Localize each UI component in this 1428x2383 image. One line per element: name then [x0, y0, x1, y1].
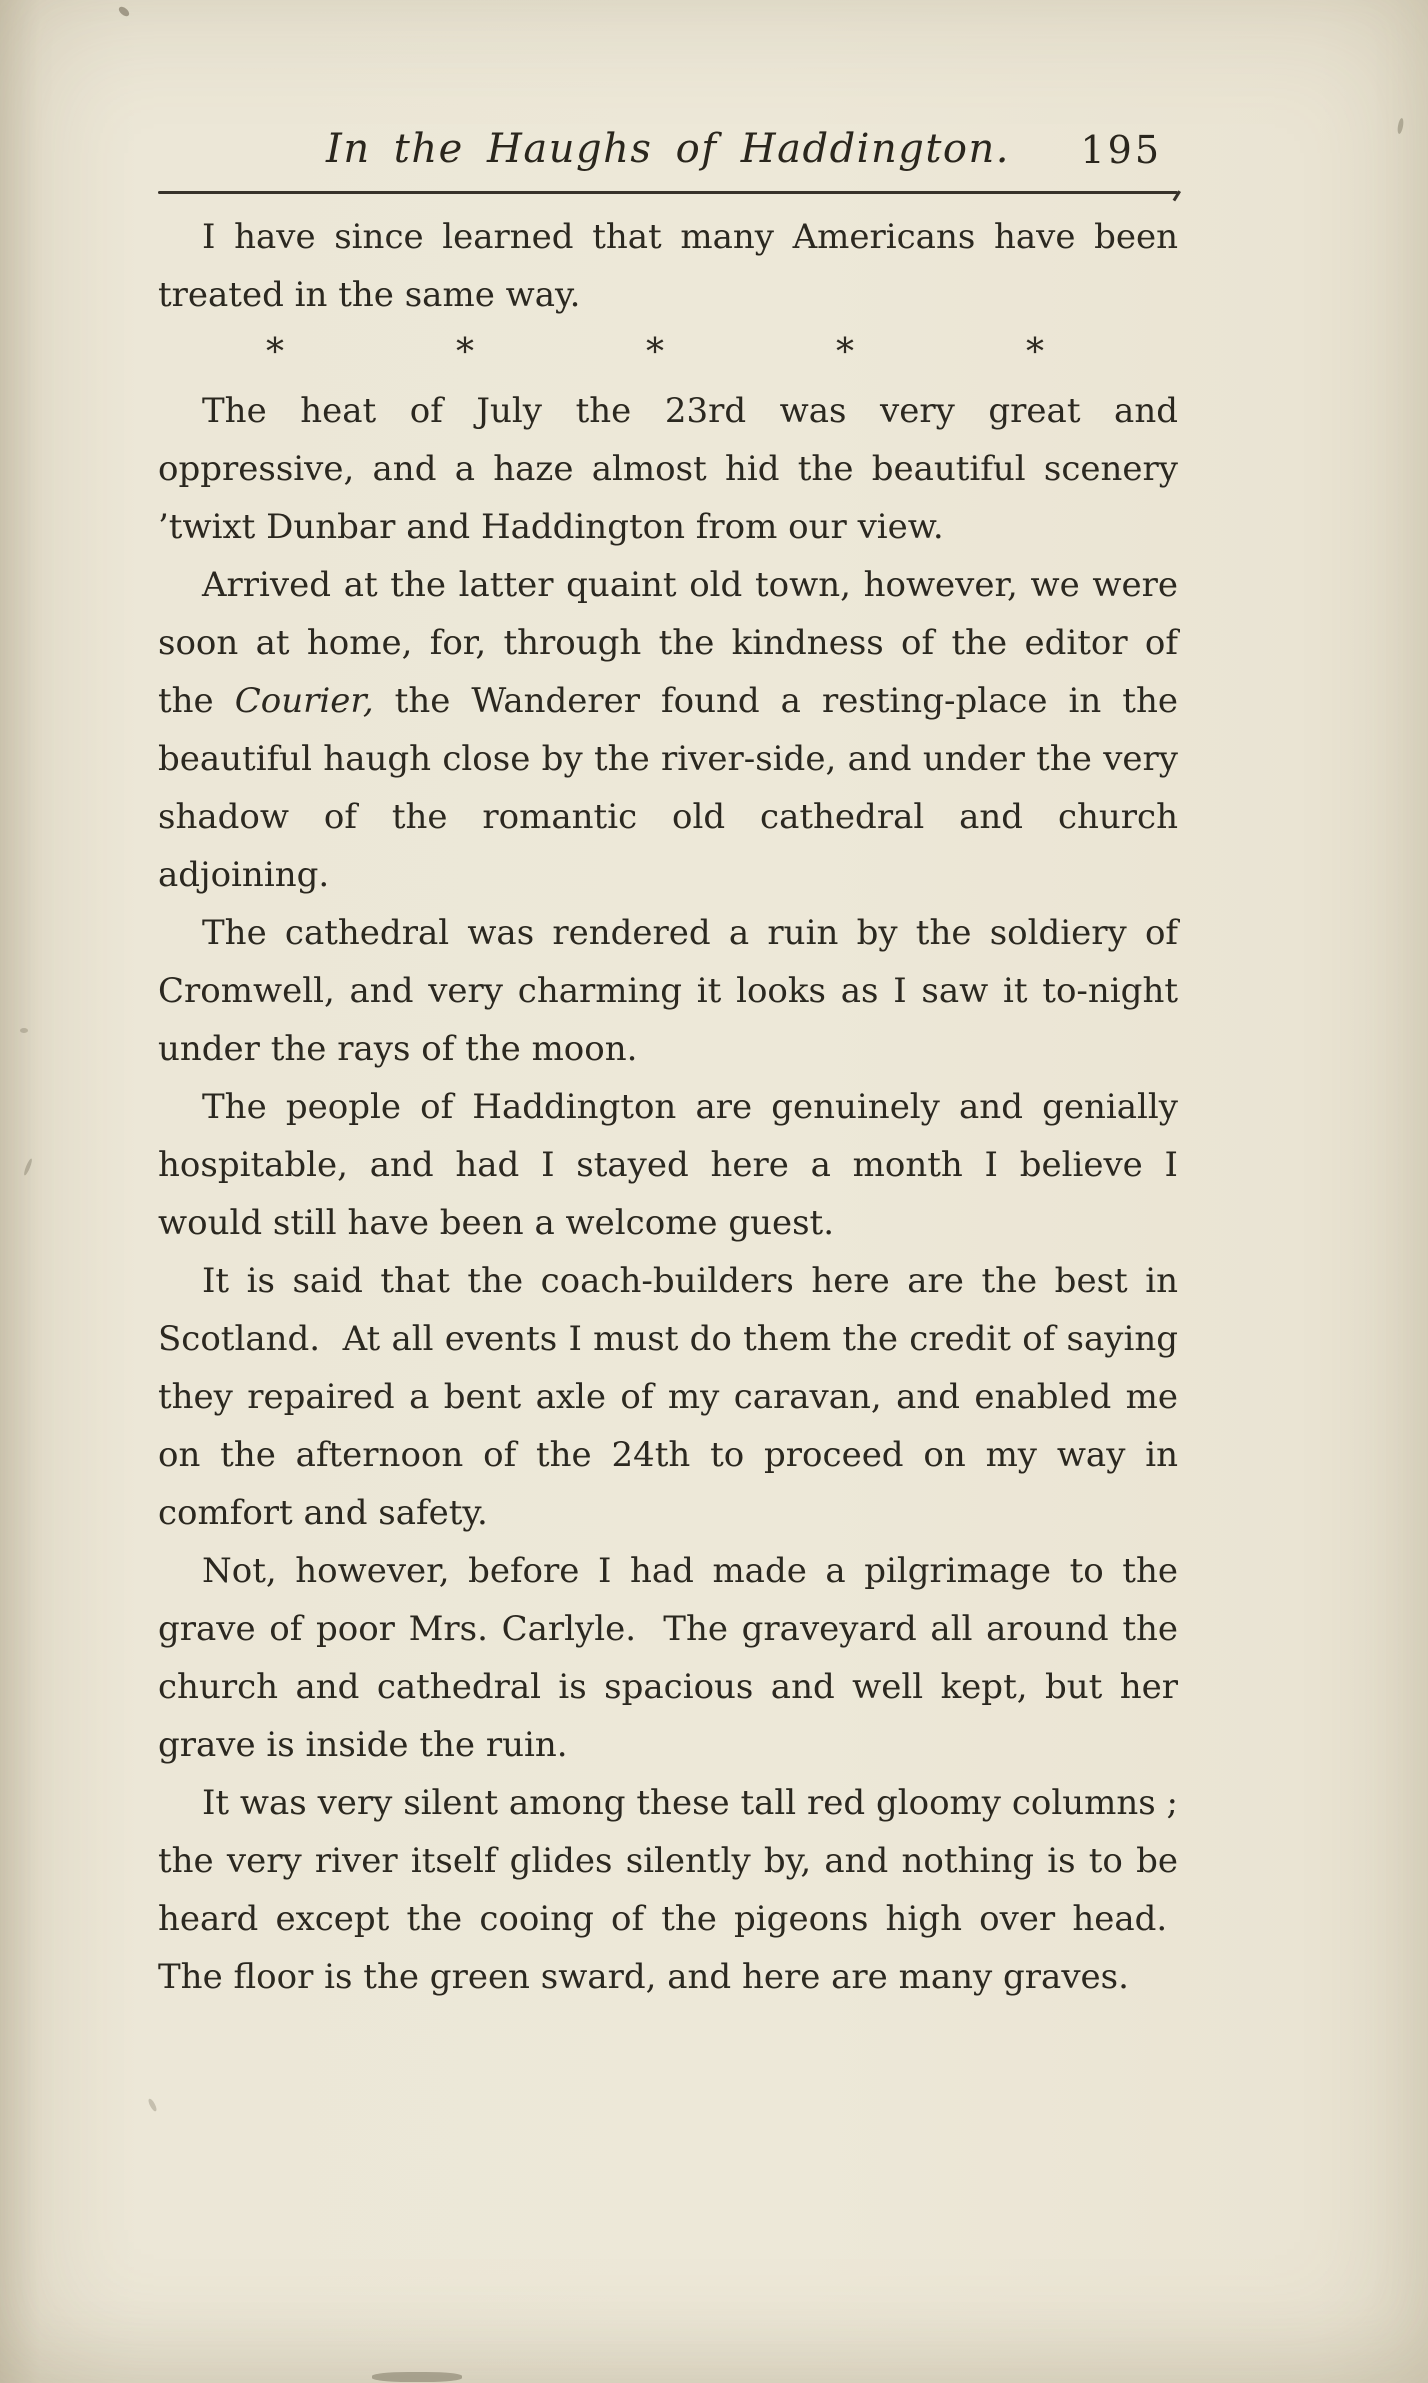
page-number: 195 — [1080, 128, 1162, 172]
asterisk: * — [1026, 332, 1044, 373]
asterisk: * — [456, 332, 474, 373]
paragraph: I have since learned that many Americans have been treated in the same way. — [158, 217, 1178, 315]
paragraph-text: Arrived at the latter quaint old town, however, we were soon at home, for, through the kindness of the editor of the — [158, 565, 1178, 721]
asterisk-separator — [158, 324, 1178, 382]
paragraph — [158, 556, 1178, 904]
paragraph: Not, however, before I had made a pilgrimage to the grave of poor Mrs. Carlyle. The graveyard all around the church and cathedral is spacious and well kept, but her grave is inside the ruin. — [158, 1551, 1178, 1765]
asterisk: * — [646, 332, 664, 373]
paragraph: The cathedral was rendered a ruin by the soldiery of Cromwell, and very charming it looks as I saw it to-night under the rays of the moon. — [158, 913, 1178, 1069]
paragraph: It was very silent among these tall red gloomy columns ; the very river itself glides silently by, and nothing is to be heard except the cooing of the pigeons high over head. The floor is the green sward, and here are many graves. — [158, 1783, 1178, 1997]
chapter-title: In the Haughs of Haddington. — [326, 126, 1010, 172]
scan-artifact — [20, 1028, 28, 1033]
paragraph: It is said that the coach-builders here are the best in Scotland. At all events I must do them the credit of saying they repaired a bent axle of my caravan, and enabled me on the afternoon of the 24th to proceed on my way in comfort and safety. — [158, 1261, 1178, 1533]
paragraph: The people of Haddington are genuinely and genially hospitable, and had I stayed here a month I believe I would still have been a welcome guest. — [158, 1087, 1178, 1243]
asterisk: * — [266, 332, 284, 373]
running-header — [158, 126, 1178, 180]
header-rule — [158, 191, 1178, 194]
page-text — [158, 208, 1178, 2006]
scan-artifact — [372, 2372, 462, 2382]
paragraph: The heat of July the 23rd was very great and oppressive, and a haze almost hid the beautiful scenery ’twixt Dunbar and Haddington from our view. — [158, 391, 1178, 547]
italic-word-courier: Courier, — [234, 681, 374, 721]
asterisk: * — [836, 332, 854, 373]
book-page — [158, 0, 1178, 2006]
paragraph-text: the Wanderer found a resting-place in the beautiful haugh close by the river-side, and under the very shadow of the romantic old cathedral and church adjoining. — [158, 681, 1178, 895]
